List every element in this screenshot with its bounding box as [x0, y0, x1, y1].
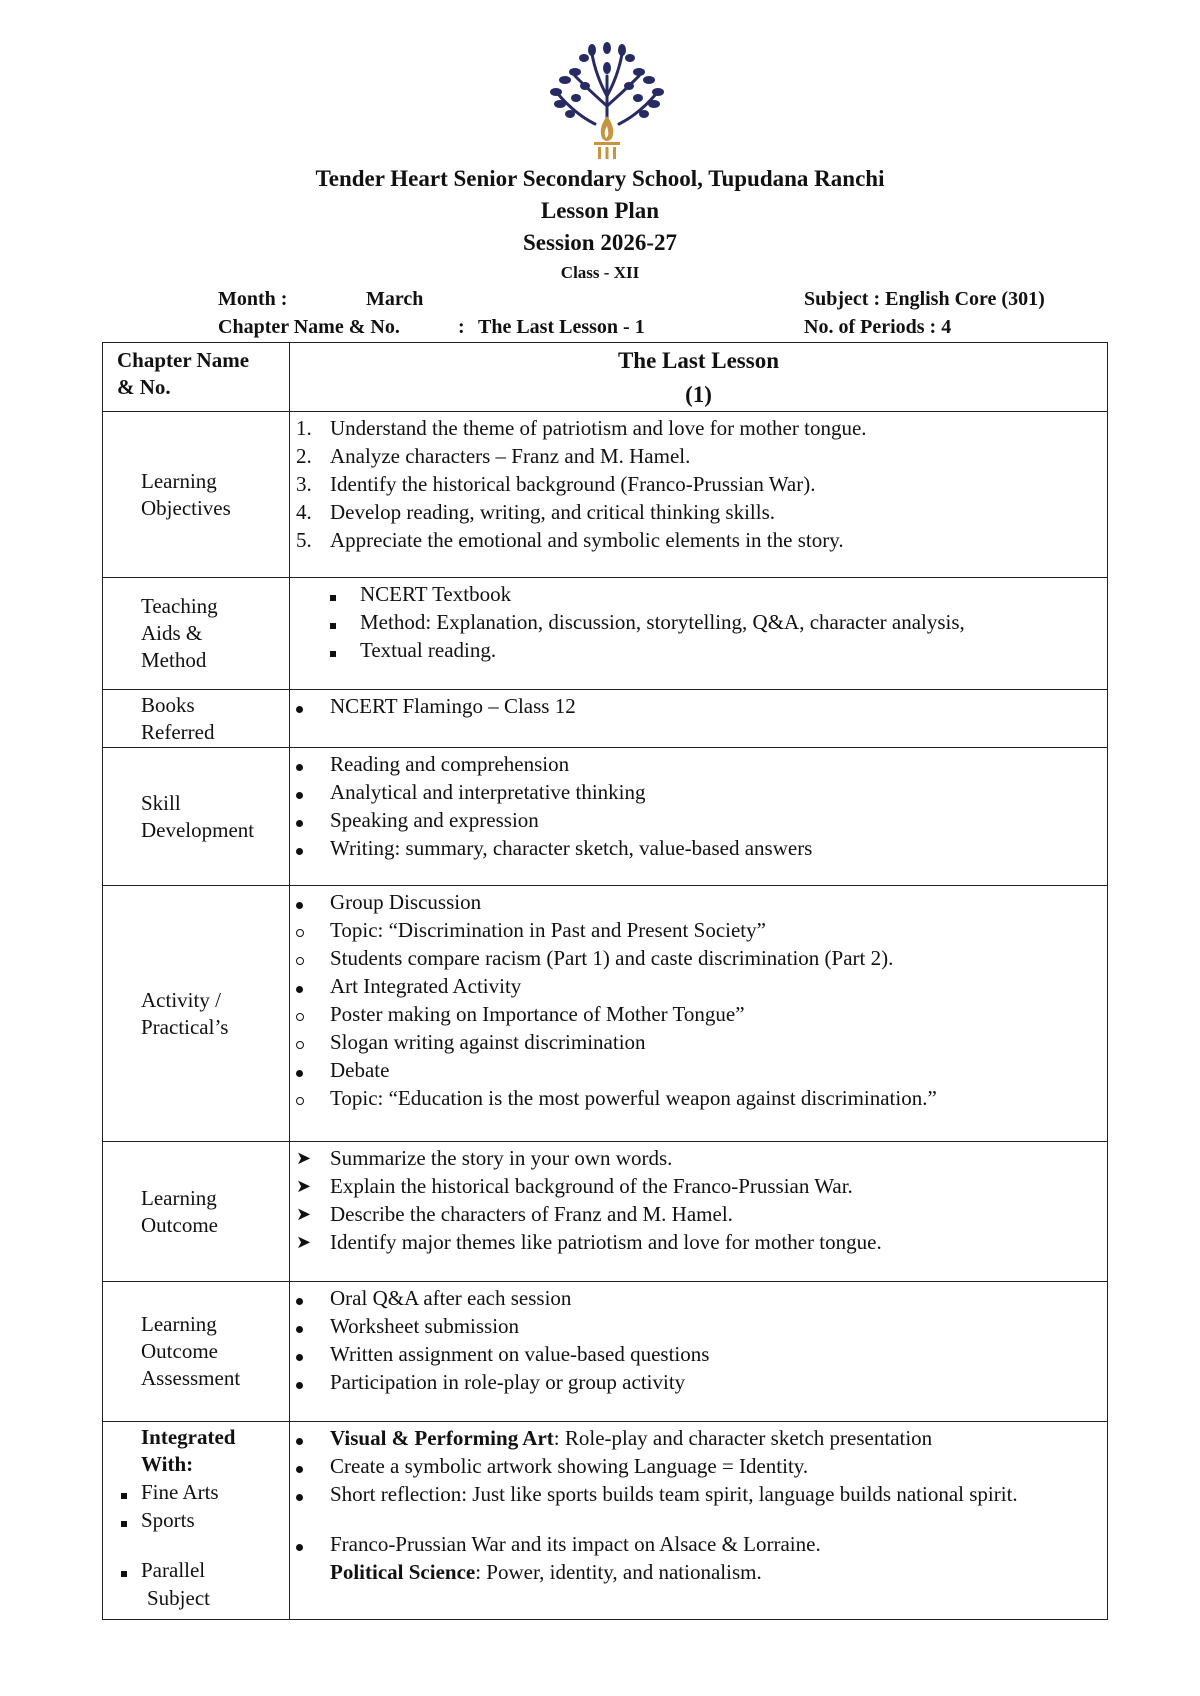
arrow-bullet-icon: ➤ [296, 1148, 312, 1168]
periods-label: No. of Periods : 4 [804, 316, 952, 338]
assessment-label-line2: Outcome [141, 1339, 218, 1363]
circle-bullet-icon [296, 1041, 304, 1049]
bullet-icon [296, 1354, 303, 1361]
assessment-label-line3: Assessment [141, 1366, 241, 1390]
list-number: 1. [296, 416, 312, 440]
list-number: 3. [296, 472, 312, 496]
list-item: Fine Arts [105, 1478, 289, 1506]
list-item: Short reflection: Just like sports builds team spirit, language builds national spirit. [294, 1480, 1097, 1508]
objectives-list [290, 412, 1107, 554]
list-item: Visual & Performing Art: Role-play and character sketch presentation [294, 1424, 1097, 1452]
assessment-row [103, 1282, 1108, 1422]
list-item: 1. Understand the theme of patriotism and love for mother tongue. [296, 416, 867, 440]
list-item: NCERT Flamingo – Class 12 [294, 692, 1097, 720]
integrated-subjects-list [103, 1478, 289, 1612]
books-row [103, 690, 1108, 748]
circle-bullet-icon [296, 929, 304, 937]
objectives-label-line2: Objectives [141, 495, 231, 520]
aids-label-line3: Method [141, 648, 207, 672]
square-bullet-icon [330, 651, 336, 657]
outcome-list [290, 1142, 1107, 1256]
list-item: Debate [294, 1056, 1097, 1084]
aids-list [290, 578, 1107, 664]
school-name: Tender Heart Senior Secondary School, Tupudana Ranchi [315, 166, 885, 191]
bullet-icon [296, 1494, 303, 1501]
subject-label: Subject : English Core (301) [804, 288, 1045, 310]
bullet-icon [296, 986, 303, 993]
lesson-plan-table [102, 342, 1108, 1620]
list-item: 4. Develop reading, writing, and critical thinking skills. [296, 500, 775, 524]
chapter-number: (1) [685, 382, 712, 407]
list-item: Reading and comprehension [294, 750, 1097, 778]
month-label: Month : [218, 288, 288, 310]
skills-label-line1: Skill [141, 790, 181, 815]
skills-label-line2: Development [141, 817, 255, 842]
list-item: Subject [147, 1586, 210, 1610]
list-item: Written assignment on value-based questions [294, 1340, 1097, 1368]
square-bullet-icon [330, 595, 336, 601]
list-item: Topic: “Discrimination in Past and Present Society” [294, 916, 1097, 944]
books-label-line2: Referred [141, 719, 215, 744]
list-item: Poster making on Importance of Mother Tongue” [294, 1000, 1097, 1028]
activity-list [290, 886, 1107, 1112]
bullet-icon [296, 1438, 303, 1445]
books-list [290, 690, 1107, 720]
square-bullet-icon [121, 1521, 127, 1527]
assessment-label-line1: Learning [141, 1312, 217, 1336]
list-item: Group Discussion [294, 888, 1097, 916]
aids-label-line1: Teaching [141, 594, 218, 618]
chapter-title: The Last Lesson [617, 348, 780, 373]
list-item: Students compare racism (Part 1) and caste discrimination (Part 2). [294, 944, 1097, 972]
skills-list [290, 748, 1107, 862]
integrated-row [103, 1422, 1108, 1620]
chapter-row [103, 343, 1108, 412]
list-item: Topic: “Education is the most powerful weapon against discrimination.” [294, 1084, 1097, 1112]
arrow-bullet-icon: ➤ [296, 1232, 312, 1252]
assessment-list [290, 1282, 1107, 1396]
document-title: Lesson Plan [540, 198, 660, 223]
list-number: 5. [296, 528, 312, 552]
activity-label-line2: Practical’s [141, 1014, 229, 1039]
objectives-label-line1: Learning [141, 468, 217, 493]
list-item: Parallel [105, 1556, 289, 1584]
list-item: Writing: summary, character sketch, value-based answers [294, 834, 1097, 862]
list-item: Worksheet submission [294, 1312, 1097, 1340]
chapter-header-label-line2: & No. [117, 375, 171, 399]
month-value: March [366, 288, 424, 310]
list-item: ➤ Summarize the story in your own words. [296, 1146, 673, 1170]
list-item: ➤ Explain the historical background of the Franco-Prussian War. [296, 1174, 853, 1198]
aids-row [103, 578, 1108, 690]
list-item: Art Integrated Activity [294, 972, 1097, 1000]
bullet-icon [296, 820, 303, 827]
outcome-label-line1: Learning [141, 1185, 217, 1210]
list-item: ➤ Describe the characters of Franz and M. Hamel. [296, 1202, 733, 1226]
chapter-separator: : [458, 316, 465, 338]
skills-row [103, 748, 1108, 886]
integrated-label-line2: With: [141, 1452, 194, 1476]
bullet-icon [296, 792, 303, 799]
bullet-icon [296, 902, 303, 909]
square-bullet-icon [330, 623, 336, 629]
list-item: Speaking and expression [294, 806, 1097, 834]
list-item: Oral Q&A after each session [294, 1284, 1097, 1312]
bullet-icon [296, 1070, 303, 1077]
outcome-label-line2: Outcome [141, 1212, 218, 1237]
list-item: Method: Explanation, discussion, storytelling, Q&A, character analysis, [294, 608, 1097, 636]
activity-row [103, 886, 1108, 1142]
integrated-label-line1: Integrated [141, 1425, 236, 1449]
arrow-bullet-icon: ➤ [296, 1204, 312, 1224]
objectives-row [103, 412, 1108, 578]
list-number: 4. [296, 500, 312, 524]
chapter-header-label-line1: Chapter Name [117, 348, 250, 372]
books-label-line1: Books [141, 692, 195, 717]
arrow-bullet-icon: ➤ [296, 1176, 312, 1196]
circle-bullet-icon [296, 1097, 304, 1105]
list-item: 5. Appreciate the emotional and symbolic elements in the story. [296, 528, 844, 552]
list-item: 2. Analyze characters – Franz and M. Hamel. [296, 444, 691, 468]
list-item: ➤ Identify major themes like patriotism and love for mother tongue. [296, 1230, 882, 1254]
bullet-icon [296, 848, 303, 855]
square-bullet-icon [121, 1571, 127, 1577]
bullet-icon [296, 1382, 303, 1389]
list-item: NCERT Textbook [294, 580, 1097, 608]
list-item: Sports [105, 1506, 289, 1534]
list-item: 3. Identify the historical background (Franco-Prussian War). [296, 472, 816, 496]
circle-bullet-icon [296, 957, 304, 965]
list-item: Political Science: Power, identity, and nationalism. [330, 1560, 762, 1584]
bullet-icon [296, 706, 303, 713]
list-item: Create a symbolic artwork showing Language = Identity. [294, 1452, 1097, 1480]
bullet-icon [296, 1298, 303, 1305]
outcome-row [103, 1142, 1108, 1282]
bullet-icon [296, 1326, 303, 1333]
bullet-icon [296, 764, 303, 771]
activity-label-line1: Activity / [141, 987, 221, 1012]
aids-label-line2: Aids & [141, 621, 203, 645]
bullet-icon [296, 1544, 303, 1551]
list-item: Textual reading. [294, 636, 1097, 664]
list-item: Franco-Prussian War and its impact on Alsace & Lorraine. [294, 1530, 1097, 1558]
class-label: Class - XII [560, 263, 640, 282]
circle-bullet-icon [296, 1013, 304, 1021]
session-label: Session 2026-27 [523, 230, 677, 255]
school-logo [540, 36, 674, 162]
chapter-value: The Last Lesson - 1 [478, 316, 645, 338]
integrated-list [290, 1422, 1107, 1586]
list-number: 2. [296, 444, 312, 468]
square-bullet-icon [121, 1493, 127, 1499]
list-item: Participation in role-play or group activity [294, 1368, 1097, 1396]
chapter-label: Chapter Name & No. [218, 316, 400, 338]
bullet-icon [296, 1466, 303, 1473]
list-item: Analytical and interpretative thinking [294, 778, 1097, 806]
list-item: Slogan writing against discrimination [294, 1028, 1097, 1056]
